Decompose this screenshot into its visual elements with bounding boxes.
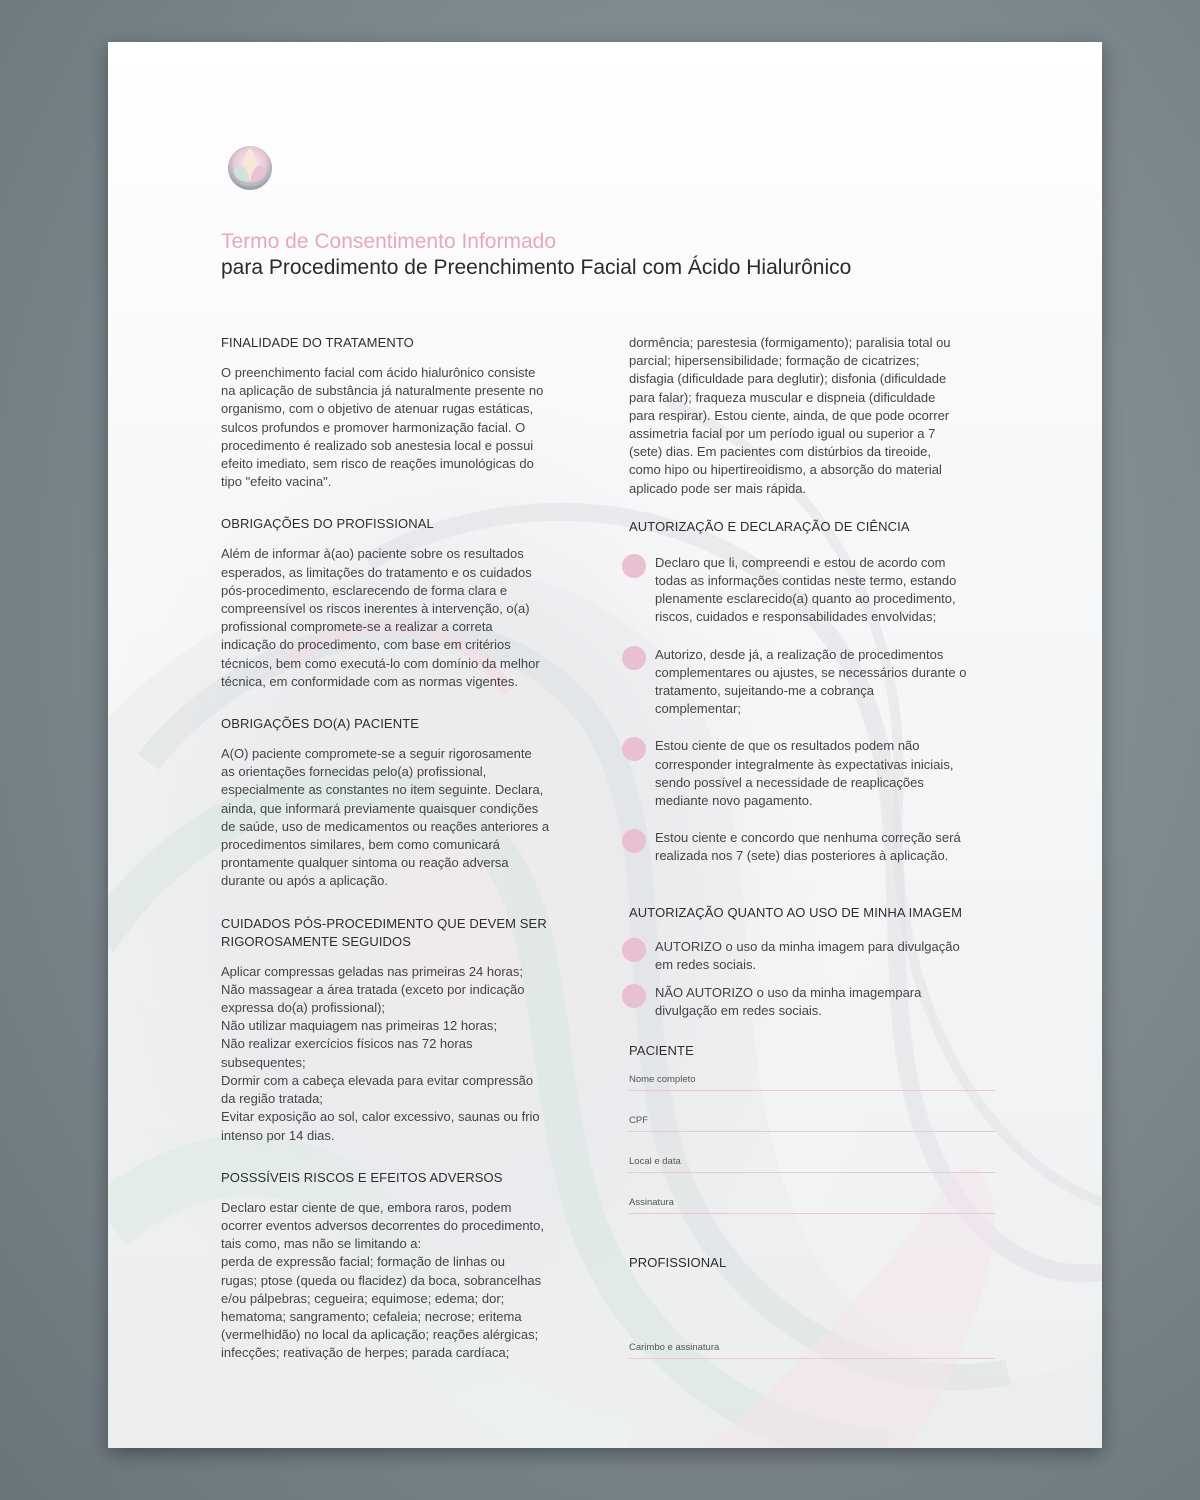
text-line: rugas; ptose (queda ou flacidez) da boca, sobrancelhas (221, 1272, 542, 1288)
field-underline (629, 1090, 995, 1091)
text-line: Dormir com a cabeça elevada para evitar compressão (221, 1072, 534, 1088)
document-title: Termo de Consentimento Informado (221, 230, 557, 253)
text-line: Estou ciente e concordo que nenhuma correção será (655, 830, 961, 846)
text-line: prontamente qualquer sintoma ou reação adversa (221, 855, 509, 871)
text-line: ainda, que informará previamente quaisquer condições (221, 800, 539, 816)
text-line: esperados, as limitações do tratamento e os cuidados (221, 564, 532, 580)
right-column (629, 334, 995, 1375)
text-line: Evitar exposição ao sol, calor excessivo, saunas ou frio (221, 1109, 540, 1125)
image-consent-item (629, 938, 995, 974)
text-line: todas as informações contidas neste termo, estando (655, 573, 957, 589)
text-line: perda de expressão facial; formação de linhas ou (221, 1254, 506, 1270)
text-line: mediante novo pagamento. (655, 793, 813, 809)
section-body-obrigacoes-paciente (221, 745, 583, 891)
field-underline (629, 1131, 995, 1132)
text-line: Aplicar compressas geladas nas primeiras 24 horas; (221, 963, 524, 979)
text-line: e/ou pálpebras; cegueira; equimose; edema; dor; (221, 1290, 505, 1306)
text-line: Declaro que li, compreendi e estou de acordo com (655, 554, 946, 570)
text-line: complementares ou ajustes, se necessários durante o (655, 664, 967, 680)
assinatura-field[interactable] (629, 1189, 995, 1230)
consent-item (629, 829, 995, 865)
section-heading-obrigacoes-paciente: OBRIGAÇÕES DO(A) PACIENTE (221, 716, 420, 732)
field-label: Local e data (629, 1156, 681, 1168)
text-line: de saúde, uso de medicamentos ou reações anteriores a (221, 818, 550, 834)
consent-checkbox[interactable] (622, 646, 646, 670)
text-line: (vermelhidão) no local da aplicação; reações alérgicas; (221, 1327, 539, 1343)
text-line: como hipo ou hipertireoidismo, a absorção do material (629, 462, 942, 478)
text-line: Não realizar exercícios físicos nas 72 horas (221, 1036, 473, 1052)
text-line: Declaro estar ciente de que, embora raros, podem (221, 1199, 512, 1215)
section-heading-riscos: POSSSÍVEIS RISCOS E EFEITOS ADVERSOS (221, 1169, 503, 1185)
consent-item (629, 737, 995, 810)
text-line: expressa do(a) profissional); (221, 1000, 386, 1016)
field-underline (629, 1358, 995, 1359)
section-heading-obrigacoes-profissional: OBRIGAÇÕES DO PROFISSIONAL (221, 516, 434, 532)
text-line: sendo possível a necessidade de reaplicações (655, 774, 924, 790)
text-line: organismo, com o objetivo de atenuar rugas estáticas, (221, 401, 534, 417)
text-line: procedimento é realizado sob anestesia local e possui (221, 437, 534, 453)
document-subtitle: para Procedimento de Preenchimento Facial com Ácido Hialurônico (221, 256, 852, 279)
text-line: indicação do procedimento, com base em critérios (221, 637, 511, 653)
text-line: para falar); fraqueza muscular e dispneia (dificuldade (629, 389, 936, 405)
text-line: Não utilizar maquiagem nas primeiras 12 horas; (221, 1018, 498, 1034)
text-line: tratamento, sujeitando-me a cobrança (655, 683, 874, 699)
text-line: NÃO AUTORIZO o uso da minha imagempara (655, 985, 922, 1001)
text-line: técnicos, bem como executá-lo com domínio da melhor (221, 655, 540, 671)
section-heading-cuidados: CUIDADOS PÓS-PROCEDIMENTO QUE DEVEM SER (221, 915, 547, 931)
text-line: Além de informar à(ao) paciente sobre os resultados (221, 546, 524, 562)
text-line: especialmente as constantes no item seguinte. Declara, (221, 782, 544, 798)
text-line: disfagia (dificuldade para deglutir); disfonia (dificuldade (629, 371, 947, 387)
cpf-field[interactable] (629, 1107, 995, 1148)
text-line: (sete) dias. Em pacientes com distúrbios da tireoide, (629, 444, 932, 460)
text-line: para respirar). Estou ciente, ainda, de que pode ocorrer (629, 407, 950, 423)
text-line: infecções; reativação de herpes; parada cardíaca; (221, 1345, 510, 1361)
text-line: durante ou após a aplicação. (221, 873, 388, 889)
text-line: as orientações fornecidas pelo(a) profissional, (221, 764, 487, 780)
text-line: realizada nos 7 (sete) dias posteriores à aplicação. (655, 848, 949, 864)
section-body-obrigacoes-profissional (221, 545, 583, 691)
text-line: tipo "efeito vacina". (221, 474, 332, 490)
text-line: em redes sociais. (655, 956, 757, 972)
text-line: ocorrer eventos adversos decorrentes do procedimento, (221, 1217, 545, 1233)
image-consent-item (629, 984, 995, 1020)
text-line: da região tratada; (221, 1091, 323, 1107)
consent-item (629, 554, 995, 627)
left-column (221, 334, 583, 1363)
text-line: A(O) paciente compromete-se a seguir rigorosamente (221, 746, 532, 762)
text-line: dormência; parestesia (formigamento); paralisia total ou (629, 335, 951, 350)
image-authorize-checkbox[interactable] (622, 938, 646, 962)
text-line: parcial; hipersensibilidade; formação de cicatrizes; (629, 353, 920, 369)
text-line: compreensível os riscos inerentes à intervenção, o(a) (221, 601, 530, 617)
consent-checkbox[interactable] (622, 737, 646, 761)
section-heading-cuidados-line2: RIGOROSAMENTE SEGUIDOS (221, 933, 412, 949)
text-line: na aplicação de substância já naturalmente presente no (221, 383, 544, 399)
section-heading-profissional: PROFISSIONAL (629, 1255, 727, 1271)
local-data-field[interactable] (629, 1148, 995, 1189)
text-line: divulgação em redes sociais. (655, 1003, 822, 1019)
consent-checkbox[interactable] (622, 554, 646, 578)
text-line: tais como, mas não se limitando a: (221, 1236, 422, 1252)
section-body-cuidados (221, 963, 583, 1145)
image-deny-checkbox[interactable] (622, 984, 646, 1008)
field-label: Nome completo (629, 1074, 696, 1086)
text-line: aplicado pode ser mais rápida. (629, 480, 807, 496)
text-line: riscos, cuidados e responsabilidades envolvidas; (655, 609, 937, 625)
text-line: efeito imediato, sem risco de reações imunológicas do (221, 456, 534, 472)
text-line: assimetria facial por um período igual ou superior a 7 (629, 426, 936, 442)
field-label: CPF (629, 1115, 648, 1127)
text-line: intenso por 14 dias. (221, 1127, 335, 1143)
lotus-flower-icon (226, 138, 274, 204)
document-page (108, 42, 1102, 1448)
section-body-riscos-continued (629, 334, 995, 498)
text-line: corresponder integralmente às expectativas iniciais, (655, 756, 954, 772)
consent-checkbox[interactable] (622, 829, 646, 853)
text-line: hematoma; sangramento; cefaleia; necrose; eritema (221, 1308, 522, 1324)
field-underline (629, 1172, 995, 1173)
field-label: Assinatura (629, 1197, 674, 1209)
section-heading-finalidade: FINALIDADE DO TRATAMENTO (221, 335, 414, 350)
text-line: subsequentes; (221, 1054, 306, 1070)
consent-item (629, 646, 995, 719)
text-line: O preenchimento facial com ácido hialurônico consiste (221, 365, 536, 380)
text-line: Não massagear a área tratada (exceto por indicação (221, 981, 525, 997)
text-line: sulcos profundos e promover harmonização facial. O (221, 419, 526, 435)
text-line: profissional compromete-se a realizar a correta (221, 619, 493, 635)
section-heading-paciente: PACIENTE (629, 1043, 694, 1059)
text-line: procedimentos similares, bem como comunicará (221, 837, 500, 853)
section-heading-autorizacao: AUTORIZAÇÃO E DECLARAÇÃO DE CIÊNCIA (629, 518, 910, 534)
text-line: AUTORIZO o uso da minha imagem para divulgação (655, 938, 960, 954)
section-body-finalidade (221, 364, 583, 491)
nome-completo-field[interactable] (629, 1066, 995, 1107)
text-line: técnica, em conformidade com as normas vigentes. (221, 673, 518, 689)
field-label: Carimbo e assinatura (629, 1342, 720, 1354)
field-underline (629, 1213, 995, 1214)
text-line: Autorizo, desde já, a realização de procedimentos (655, 646, 944, 662)
text-line: pós-procedimento, esclarecendo de forma clara e (221, 582, 508, 598)
text-line: plenamente esclarecido(a) quanto ao procedimento, (655, 591, 956, 607)
text-line: Estou ciente de que os resultados podem não (655, 738, 920, 754)
section-body-riscos (221, 1199, 583, 1363)
text-line: complementar; (655, 701, 741, 717)
carimbo-assinatura-field[interactable] (629, 1334, 995, 1375)
section-heading-imagem: AUTORIZAÇÃO QUANTO AO USO DE MINHA IMAGEM (629, 904, 962, 920)
